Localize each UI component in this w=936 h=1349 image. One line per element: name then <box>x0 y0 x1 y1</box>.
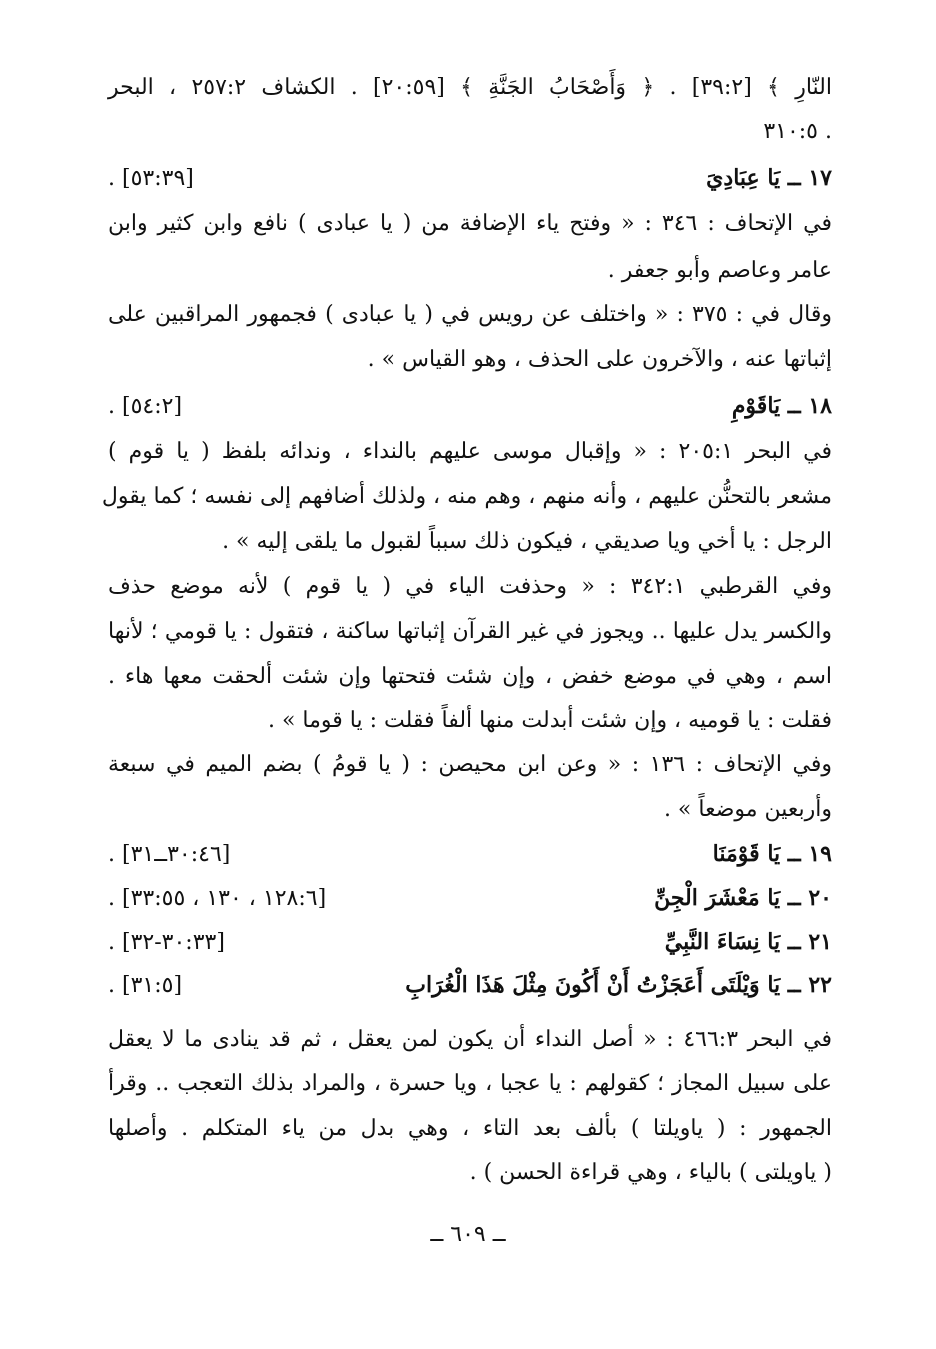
text-line: . ٣١٠:٥ <box>763 119 832 144</box>
entry-reference: [١٢٨:٦ ، ١٣٠ ، ٣٣:٥٥] . <box>108 886 327 911</box>
text-line: في البحر ٢٠٥:١ : « وإقبال موسى عليهم بالنداء ، وندائه بلفظ ( يا قوم ) <box>108 439 833 464</box>
text-line: والكسر يدل عليها .. ويجوز في غير القرآن إثباتها ساكنة ، فتقول : يا قومي ؛ لأنها <box>108 619 832 644</box>
entry-title: ٢٠ ــ يَا مَعْشَرَ الْجِنِّ <box>654 885 832 911</box>
text-line: في البحر ٤٦٦:٣ : « أصل النداء أن يكون لمن يعقل ، ثم قد ينادى ما لا يعقل <box>108 1027 832 1052</box>
entry-reference: [٣١:٥] . <box>108 973 183 998</box>
entry-reference: [٣٠:٤٦ــ٣١] . <box>108 842 231 867</box>
entry-22 <box>108 970 832 1001</box>
text-line: وأربعين موضعاً » . <box>663 797 832 822</box>
text-line: وفي القرطبي ٣٤٢:١ : « وحذفت الياء في ( يا قوم ) لأنه موضع حذف <box>108 574 832 599</box>
entry-reference: [٥٣:٣٩] . <box>108 166 194 191</box>
entry-20 <box>108 883 832 914</box>
text-line: ( ياويلتى ) بالياء ، وهي قراءة الحسن ) . <box>469 1160 832 1185</box>
entry-reference: [٣٠:٣٣-٣٢] . <box>108 930 225 955</box>
text-line: وقال في : ٣٧٥ : « واختلف عن رويس في ( يا عبادى ) فجمهور المراقبين على <box>108 302 833 327</box>
entry-19 <box>108 839 832 870</box>
text-line: في الإتحاف : ٣٤٦ : « وفتح ياء الإضافة من ( يا عبادى ) نافع وابن كثير وابن <box>108 211 832 236</box>
text-line: فقلت : يا قوميه ، وإن شئت أبدلت منها ألفاً فقلت : يا قوما » . <box>267 708 832 733</box>
entry-21 <box>108 927 832 958</box>
text-line: الرجل : يا أخي ويا صديقي ، فيكون ذلك سبباً لقبول ما يلقى إليه » . <box>222 529 832 554</box>
text-line: إثباتها عنه ، والآخرون على الحذف ، وهو القياس » . <box>367 347 832 372</box>
entry-reference: [٥٤:٢] . <box>108 394 183 419</box>
entry-17 <box>108 163 832 194</box>
entry-title: ١٩ ــ يَا قَوْمَنَا <box>712 841 832 867</box>
text-line: مشعر بالتحنُّن عليهم ، وأنه منهم ، وهم منه ، ولذلك أضافهم إلى نفسه ؛ كما يقول <box>101 484 832 509</box>
text-line: الجمهور : ( ياويلتا ) بألف بعد التاء ، وهي بدل من ياء المتكلم . وأصلها <box>108 1116 832 1141</box>
page-number: ــ ٦٠٩ ــ <box>430 1222 506 1247</box>
entry-title: ٢٢ ــ يَا وَيْلَتَى أَعَجَزْتُ أَنْ أَكُونَ مِثْلَ هَذَا الْغُرَابِ <box>405 972 832 998</box>
text-line: اسم ، وهي في موضع خفض ، وإن شئت فتحتها وإن شئت ألحقت معها هاء . <box>108 664 832 689</box>
text-line: عامر وعاصم وأبو جعفر . <box>607 258 832 283</box>
entry-18 <box>108 391 832 422</box>
entry-title: ٢١ ــ يَا نِسَاءَ النَّبِيِّ <box>664 929 832 955</box>
text-line: وفي الإتحاف : ١٣٦ : « وعن ابن محيصن : ( يا قومُ ) بضم الميم في سبعة <box>108 752 832 777</box>
text-line: النّارِ ﴾ [٣٩:٢] . ﴿ وَأَصْحَابُ الجَنَّةِ ﴾ [٢٠:٥٩] . الكشاف ٢٥٧:٢ ، البحر <box>108 75 832 100</box>
text-line: على سبيل المجاز ؛ كقولهم : يا عجبا ، ويا حسرة ، والمراد بذلك التعجب .. وقرأ <box>108 1071 832 1096</box>
entry-title: ١٨ ــ يَاقَوْمِ <box>731 393 832 419</box>
entry-title: ١٧ ــ يَا عِبَادِيَ <box>706 165 832 191</box>
